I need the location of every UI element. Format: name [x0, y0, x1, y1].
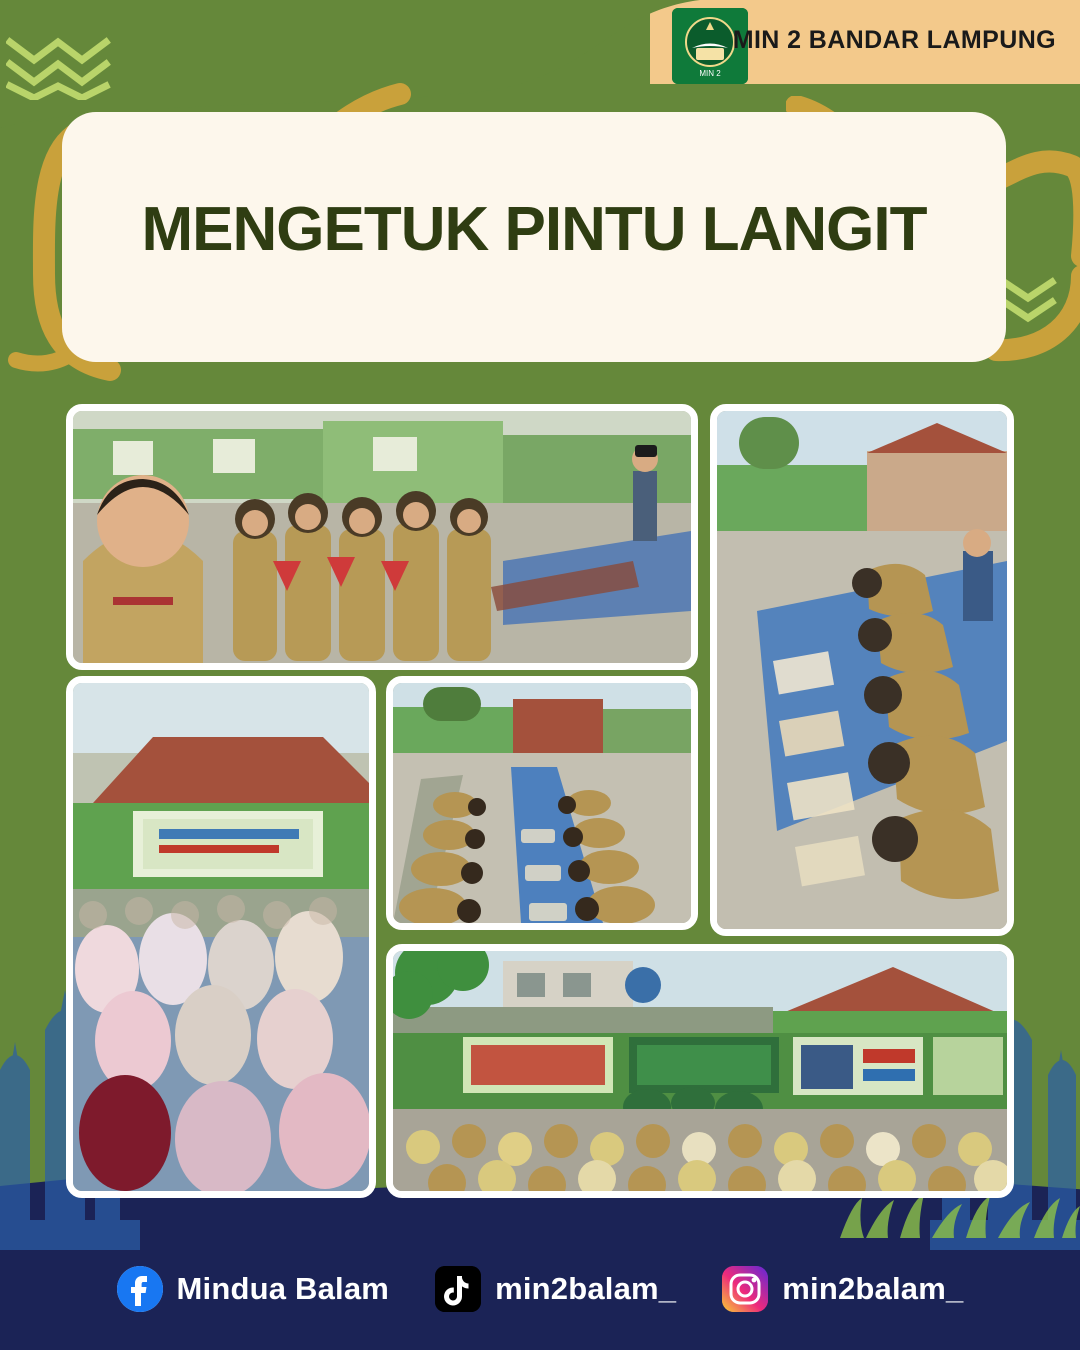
instagram-icon[interactable] — [722, 1266, 768, 1312]
photo-students-bowing-ruku-image — [717, 411, 1007, 929]
social-footer — [0, 1228, 1080, 1350]
photo-students-bowing-ruku — [710, 404, 1014, 936]
photo-students-sujud-image — [393, 683, 691, 923]
title-card — [62, 112, 1006, 362]
photo-assembly-stage — [386, 944, 1014, 1198]
photo-female-students-praying — [66, 676, 376, 1198]
school-name-label: MIN 2 BANDAR LAMPUNG — [732, 26, 1056, 54]
instagram-handle: min2balam_ — [782, 1271, 964, 1306]
facebook-icon[interactable] — [117, 1266, 163, 1312]
social-tiktok[interactable] — [435, 1266, 676, 1312]
photo-students-praying-rows-image — [73, 411, 691, 663]
photo-students-praying-rows — [66, 404, 698, 670]
svg-text:MIN 2: MIN 2 — [699, 69, 721, 78]
social-instagram[interactable] — [722, 1266, 963, 1312]
tiktok-handle: min2balam_ — [495, 1271, 677, 1306]
social-facebook[interactable] — [117, 1266, 390, 1312]
photo-female-students-praying-image — [73, 683, 369, 1191]
photo-students-sujud — [386, 676, 698, 930]
photo-assembly-stage-image — [393, 951, 1007, 1191]
page-title: MENGETUK PINTU LANGIT — [141, 195, 927, 264]
tiktok-icon[interactable] — [435, 1266, 481, 1312]
facebook-handle: Mindua Balam — [176, 1271, 390, 1306]
